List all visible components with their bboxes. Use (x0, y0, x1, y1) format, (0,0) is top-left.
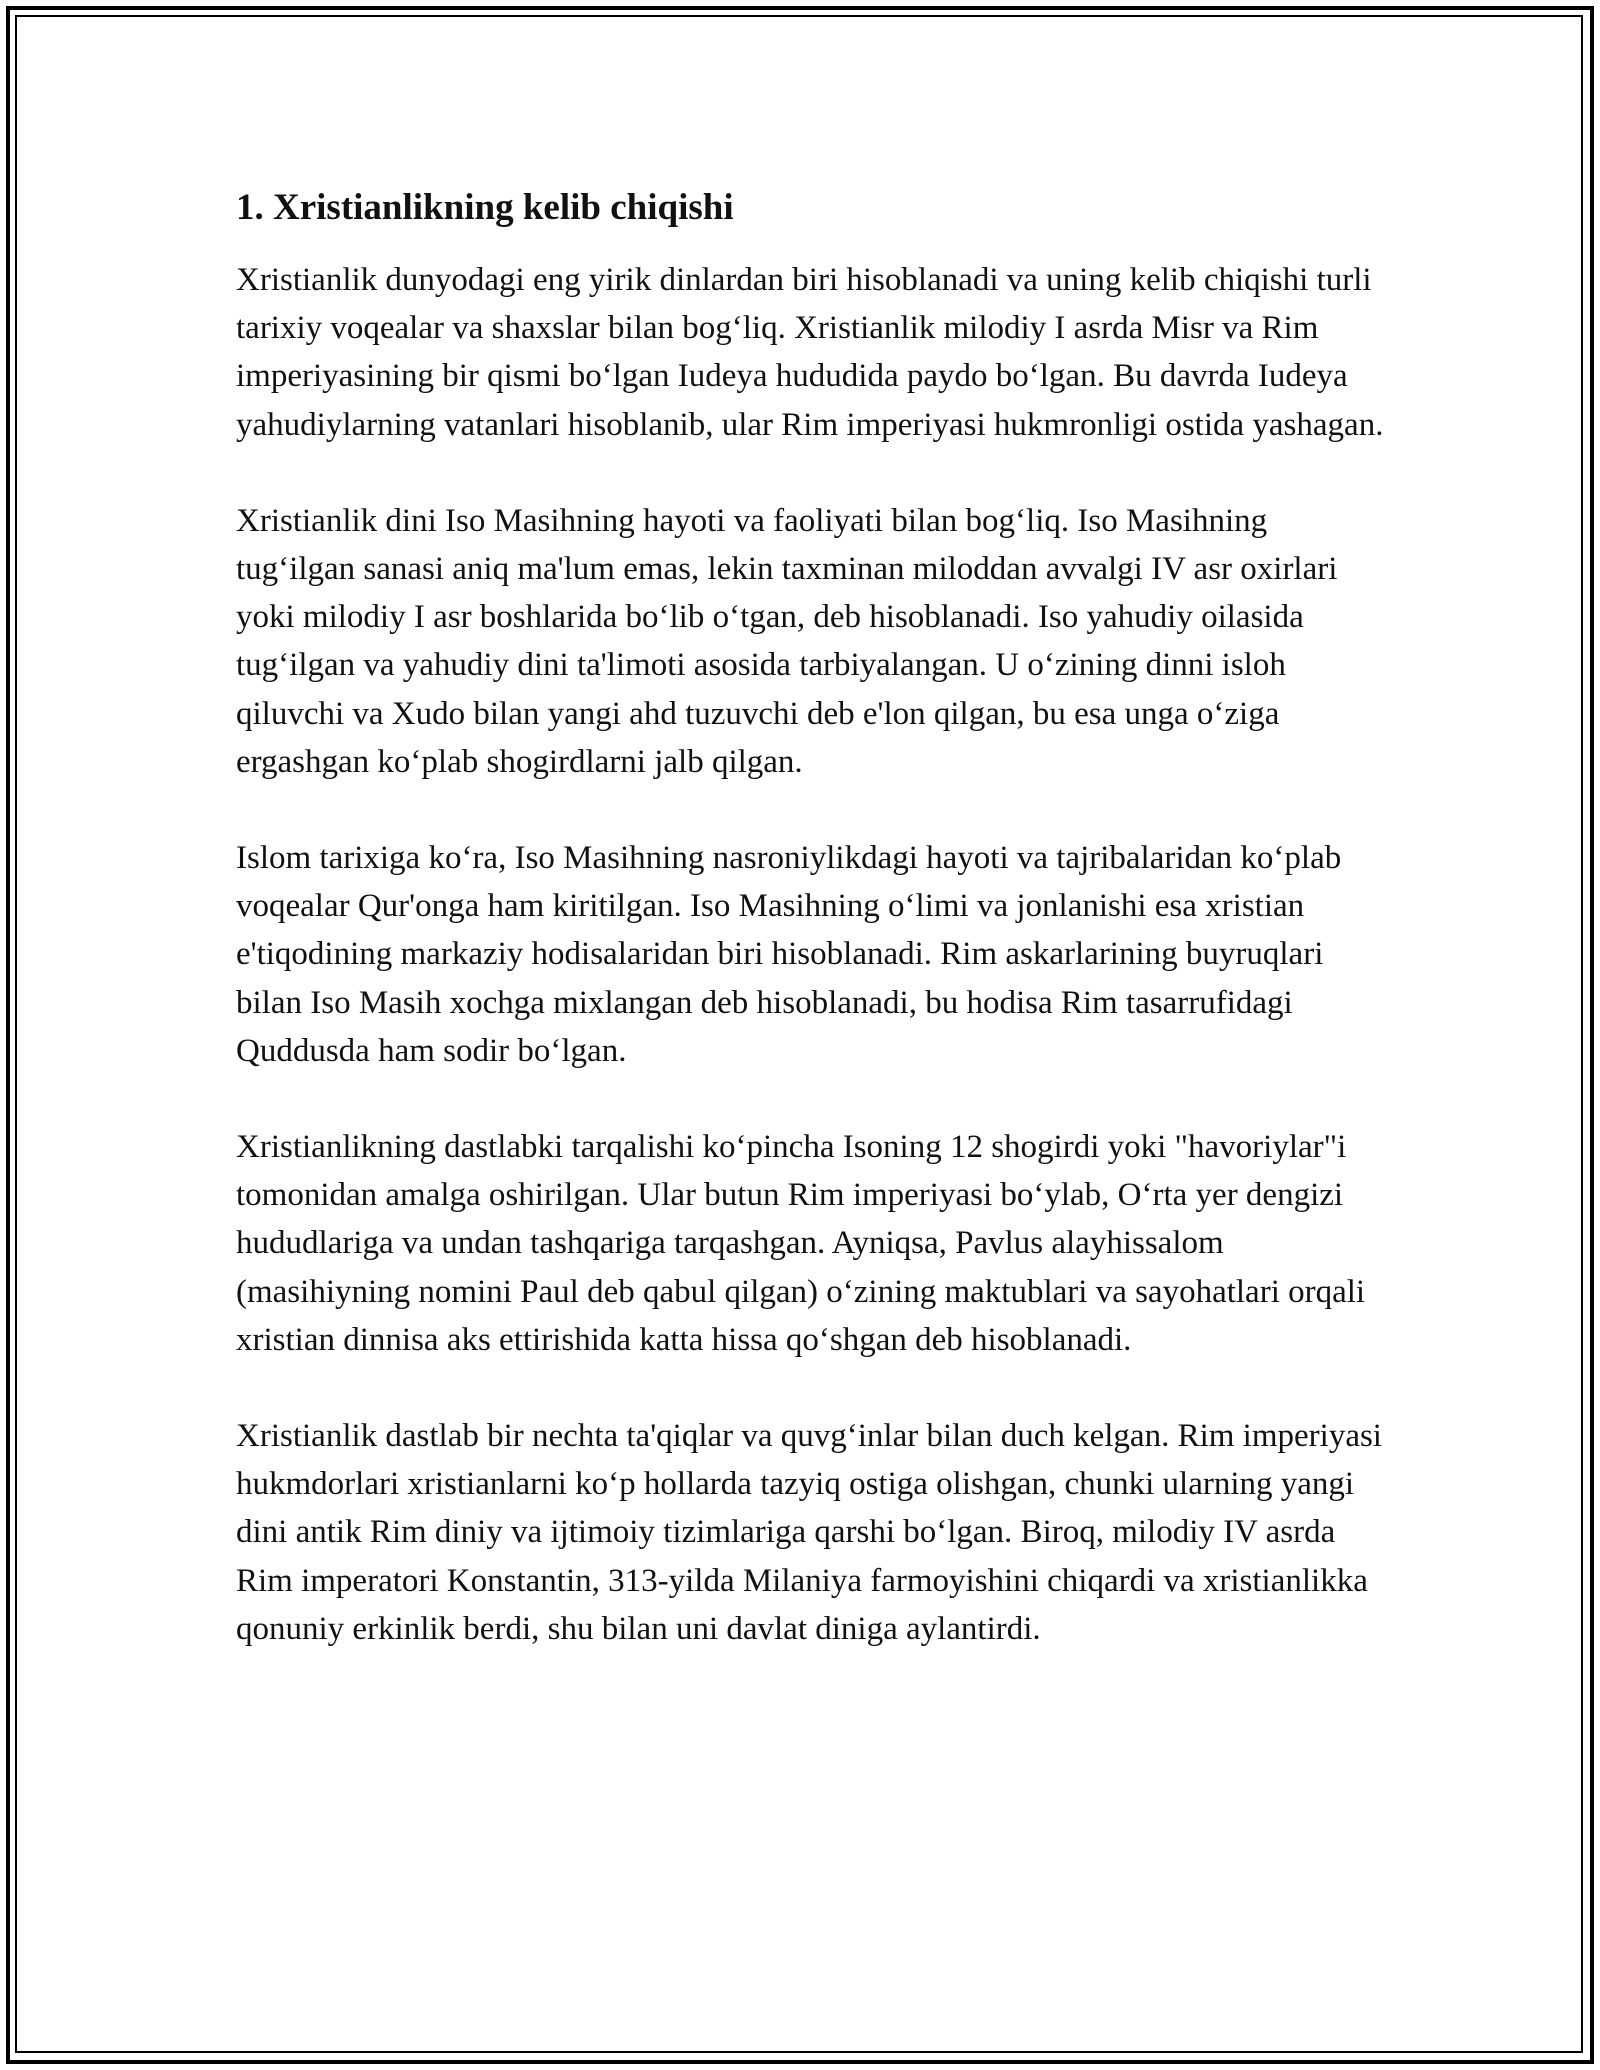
paragraph-5: Xristianlik dastlab bir nechta ta'qiqlar va quvg‘inlar bilan duch kelgan. Rim imperiyasi hukmdorlari xristianlarni ko‘p hollarda tazyiq ostiga olishgan, chunki ularning yangi dini antik Rim diniy va ijtimoiy tizimlariga qarshi bo‘lgan. Biroq, milodiy IV asrda Rim imperatori Konstantin, 313-yilda Milaniya farmoyishini chiqardi va xristianlikka qonuniy erkinlik berdi, shu bilan uni davlat diniga aylantirdi. (236, 1418, 1382, 1647)
paragraph-3: Islom tarixiga ko‘ra, Iso Masihning nasroniylikdagi hayoti va tajribalaridan ko‘plab voqealar Qur'onga ham kiritilgan. Iso Masihning o‘limi va jonlanishi esa xristian e'tiqodining markaziy hodisalaridan biri hisoblanadi. Rim askarlarining buyruqlari bilan Iso Masih xochga mixlangan deb hisoblanadi, bu hodisa Rim tasarrufidagi Quddusda ham sodir bo‘lgan. (236, 840, 1342, 1069)
document-body (236, 184, 1386, 1701)
paragraph-1: Xristianlik dunyodagi eng yirik dinlardan biri hisoblanadi va uning kelib chiqishi turli tarixiy voqealar va shaxslar bilan bog‘liq. Xristianlik milodiy I asrda Misr va Rim imperiyasining bir qismi bo‘lgan Iudeya hududida paydo bo‘lgan. Bu davrda Iudeya yahudiylarning vatanlari hisoblanib, ular Rim imperiyasi hukmronligi ostida yashagan. (236, 262, 1384, 443)
paragraph-4: Xristianlikning dastlabki tarqalishi ko‘pincha Isoning 12 shogirdi yoki "havoriylar"i tomonidan amalga oshirilgan. Ular butun Rim imperiyasi bo‘ylab, O‘rta yer dengizi hududlariga va undan tashqariga tarqashgan. Ayniqsa, Pavlus alayhissalom (masihiyning nomini Paul deb qabul qilgan) o‘zining maktublari va sayohatlari orqali xristian dinnisa aks ettirishida katta hissa qo‘shgan deb hisoblanadi. (236, 1129, 1366, 1358)
paragraph-2: Xristianlik dini Iso Masihning hayoti va faoliyati bilan bog‘liq. Iso Masihning tug‘ilgan sanasi aniq ma'lum emas, lekin taxminan miloddan avvalgi IV asr oxirlari yoki milodiy I asr boshlarida bo‘lib o‘tgan, deb hisoblanadi. Iso yahudiy oilasida tug‘ilgan va yahudiy dini ta'limoti asosida tarbiyalangan. U o‘zining dinni isloh qiluvchi va Xudo bilan yangi ahd tuzuvchi deb e'lon qilgan, bu esa unga o‘ziga ergashgan ko‘plab shogirdlarni jalb qilgan. (236, 502, 1338, 780)
section-heading: 1. Xristianlikning kelib chiqishi (236, 187, 734, 228)
